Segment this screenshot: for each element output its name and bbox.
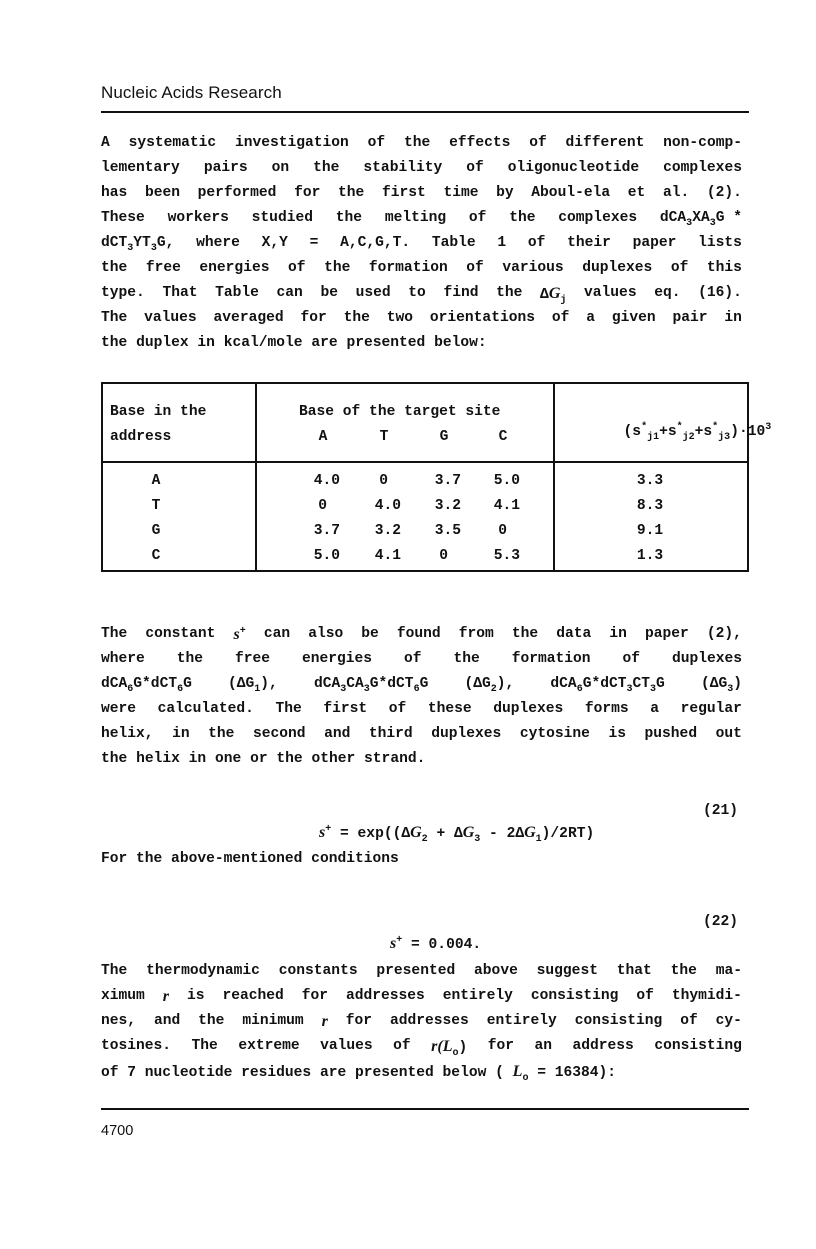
- word: ma-: [715, 963, 742, 979]
- header-sum-column: $(s^*_{j1}+s^*_{j2}+s^*_{j3})\cdot 10^3$: [623, 422, 772, 443]
- word: be: [320, 285, 338, 301]
- delta-g-3: $(\Delta G_3)$: [700, 676, 742, 695]
- word: are: [311, 335, 338, 351]
- word: in: [188, 751, 207, 767]
- word: thymidi-: [671, 988, 742, 1004]
- word: tosines.: [101, 1038, 172, 1054]
- word: lists: [698, 235, 742, 251]
- text-line: [101, 131, 742, 156]
- word: these: [427, 701, 472, 717]
- word: pair: [672, 310, 708, 326]
- word: cytosine: [519, 726, 590, 742]
- word: addresses: [345, 988, 425, 1004]
- word: paper: [632, 235, 677, 251]
- energy-value: 0: [498, 523, 507, 539]
- text-line: [101, 1034, 742, 1059]
- complex-formula: $dCA_3XA_3G$ *: [659, 210, 742, 229]
- word: above: [474, 963, 518, 979]
- header-address-line1: Base in the: [110, 404, 207, 420]
- word: the: [313, 160, 340, 176]
- word: helix: [136, 751, 180, 767]
- text-line: [101, 256, 742, 281]
- word: The: [101, 626, 128, 642]
- word: where: [196, 235, 240, 251]
- text-line: [101, 672, 742, 697]
- text-line: [101, 156, 742, 181]
- word: paper: [644, 626, 689, 642]
- text-line: [101, 697, 742, 722]
- text-line: [101, 622, 742, 647]
- energy-value: 4.0: [313, 473, 340, 489]
- word: is: [608, 726, 626, 742]
- word: That: [162, 285, 198, 301]
- text-line: [101, 231, 742, 256]
- word: investigation: [234, 135, 349, 151]
- address-base: C: [151, 548, 161, 564]
- word: effects: [449, 135, 511, 151]
- word: ximum: [101, 988, 145, 1004]
- word: third: [368, 726, 413, 742]
- word: thermodynamic: [146, 963, 260, 979]
- word: presented: [346, 335, 426, 351]
- word: for: [345, 1013, 373, 1029]
- word: A,C,G,T.: [340, 235, 411, 251]
- table-divider: [255, 384, 257, 570]
- energy-value: 5.0: [493, 473, 520, 489]
- word: Table: [431, 235, 476, 251]
- target-base-c: C: [498, 429, 508, 445]
- word: for: [300, 310, 327, 326]
- word: for: [301, 988, 329, 1004]
- text-line: [101, 722, 742, 747]
- word: from: [458, 626, 494, 642]
- word: the: [198, 1013, 225, 1029]
- word: of: [466, 160, 484, 176]
- word: (2).: [706, 185, 742, 201]
- r-symbol: r: [321, 1013, 328, 1030]
- word: entirely: [486, 1013, 557, 1029]
- word: of: [527, 235, 546, 251]
- word: address: [572, 1038, 634, 1054]
- word: of: [388, 701, 407, 717]
- word: et: [627, 185, 646, 201]
- word: consisting: [530, 988, 619, 1004]
- word: first: [381, 185, 426, 201]
- word: helix,: [101, 726, 154, 742]
- word: of: [288, 260, 306, 276]
- word: presented: [376, 963, 456, 979]
- equation-21: $s^+ = \exp((\Delta G_2 + \Delta G_3 - 2\Delta G_1)/2RT)$: [319, 824, 595, 845]
- word: lementary: [101, 160, 180, 176]
- word: the: [343, 310, 370, 326]
- word: their: [567, 235, 611, 251]
- word: extreme: [238, 1038, 300, 1054]
- header-rule: [101, 111, 749, 113]
- word: duplexes: [493, 701, 564, 717]
- word: duplexes: [582, 260, 653, 276]
- word: been: [144, 185, 180, 201]
- word: of: [636, 988, 654, 1004]
- word: constants: [278, 963, 358, 979]
- word: of: [466, 260, 484, 276]
- word: regular: [680, 701, 742, 717]
- duplex-2: $dCA_3CA_3G*dCT_6G$: [313, 676, 429, 695]
- paragraph-extremes: [101, 959, 742, 1084]
- word: the: [276, 751, 303, 767]
- target-base-a: A: [318, 429, 328, 445]
- word: kcal/mole: [223, 335, 303, 351]
- text-line: of 7 nucleotide residues are presented below ( $L_o = 16384$):: [101, 1063, 617, 1084]
- energy-value: 4.1: [374, 548, 401, 564]
- word: reached: [222, 988, 284, 1004]
- word: formation: [368, 260, 448, 276]
- word: for: [294, 185, 321, 201]
- word: averaged: [213, 310, 284, 326]
- word: (2),: [706, 626, 742, 642]
- duplex-3: $dCA_6G*dCT_3CT_3G$: [550, 676, 665, 695]
- mismatch-energy-table: [101, 382, 772, 572]
- text-line: [101, 647, 742, 672]
- text-line: For the above-mentioned conditions: [101, 851, 399, 867]
- word: nes,: [101, 1013, 137, 1029]
- word: A: [101, 135, 110, 151]
- word: stability: [363, 160, 443, 176]
- duplex-1: dCA$_6$G*dCT$_6$G: [101, 676, 192, 695]
- word: free: [145, 260, 181, 276]
- word: performed: [197, 185, 277, 201]
- word: of: [622, 651, 640, 667]
- word: data: [556, 626, 592, 642]
- word: pairs: [203, 160, 248, 176]
- word: eq.: [654, 285, 681, 301]
- target-base-t: T: [379, 429, 389, 445]
- target-base-g: G: [439, 429, 449, 445]
- word: be: [361, 626, 379, 642]
- word: Table: [215, 285, 259, 301]
- word: the: [101, 260, 128, 276]
- sum-value: 8.3: [636, 498, 664, 514]
- word: this: [706, 260, 742, 276]
- word: These: [101, 210, 145, 226]
- word: in: [609, 626, 627, 642]
- word: energies: [199, 260, 270, 276]
- word: or: [250, 751, 268, 767]
- sum-value: 9.1: [636, 523, 664, 539]
- word: the: [509, 210, 536, 226]
- word: and: [324, 726, 351, 742]
- text-line: [101, 984, 742, 1009]
- word: (16).: [698, 285, 742, 301]
- paragraph-conditions: [101, 847, 742, 872]
- r-symbol: r: [162, 988, 169, 1005]
- paragraph-constant: [101, 622, 742, 772]
- energy-value: 3.7: [434, 473, 461, 489]
- word: cy-: [715, 1013, 742, 1029]
- word: strand.: [364, 751, 426, 767]
- table-divider: [553, 384, 555, 570]
- text-line: [101, 959, 742, 984]
- address-base: A: [151, 473, 161, 489]
- word: the: [496, 285, 523, 301]
- footer-rule: [101, 1108, 749, 1110]
- word: a: [586, 310, 595, 326]
- word: the: [670, 963, 697, 979]
- energy-value: 0: [439, 548, 448, 564]
- word: the: [208, 726, 235, 742]
- word: orientations: [429, 310, 535, 326]
- word: in: [724, 310, 742, 326]
- word: has: [101, 185, 128, 201]
- equation-22-number: (22): [702, 914, 738, 930]
- delta-g-1: $(\Delta G_1)$,: [228, 676, 278, 695]
- text-line: [101, 747, 742, 772]
- energy-value: 3.7: [313, 523, 340, 539]
- word: by: [496, 185, 514, 201]
- page-number: 4700: [101, 1123, 134, 1139]
- word: type.: [101, 285, 145, 301]
- word: find: [443, 285, 479, 301]
- word: forms: [584, 701, 629, 717]
- word: of: [403, 651, 422, 667]
- word: of: [529, 135, 547, 151]
- word: second: [252, 726, 306, 742]
- header-target-site: Base of the target site: [299, 404, 501, 420]
- word: for: [487, 1038, 515, 1054]
- word: on: [271, 160, 290, 176]
- running-head: Nucleic Acids Research: [101, 83, 282, 102]
- word: in: [197, 335, 215, 351]
- word: found: [396, 626, 441, 642]
- address-base: T: [151, 498, 161, 514]
- word: the: [511, 626, 539, 642]
- paragraph-intro: [101, 131, 742, 356]
- word: constant: [145, 626, 216, 642]
- word: of: [680, 1013, 698, 1029]
- word: energies: [301, 651, 373, 667]
- word: formation: [511, 651, 591, 667]
- r-of-l0: $r(L_o)$: [431, 1038, 468, 1059]
- text-line: [101, 281, 742, 306]
- word: complexes: [663, 160, 742, 176]
- word: 1: [497, 235, 507, 251]
- word: were: [101, 701, 137, 717]
- energy-value: 5.0: [313, 548, 340, 564]
- word: The: [101, 310, 128, 326]
- word: values: [320, 1038, 373, 1054]
- word: consisting: [654, 1038, 742, 1054]
- word: given: [611, 310, 656, 326]
- word: The: [275, 701, 302, 717]
- word: various: [502, 260, 564, 276]
- word: duplexes: [671, 651, 742, 667]
- word: of: [670, 260, 689, 276]
- s-plus-symbol: s+: [233, 626, 246, 643]
- word: al.: [662, 185, 690, 201]
- word: systematic: [128, 135, 217, 151]
- word: melting: [384, 210, 447, 226]
- word: complexes: [558, 210, 638, 226]
- energy-value: 3.2: [374, 523, 401, 539]
- energy-value: 3.5: [434, 523, 461, 539]
- word: the: [453, 651, 480, 667]
- word: suggest: [536, 963, 598, 979]
- word: duplexes: [431, 726, 502, 742]
- word: The: [191, 1038, 218, 1054]
- word: The: [101, 963, 128, 979]
- delta-g-2: $(\Delta G_2)$,: [464, 676, 515, 695]
- word: of: [468, 210, 487, 226]
- word: =: [309, 235, 319, 251]
- word: pushed: [644, 726, 698, 742]
- word: is: [186, 988, 205, 1004]
- word: of: [551, 310, 570, 326]
- text-line: [101, 331, 742, 356]
- word: can: [263, 626, 291, 642]
- word: the: [324, 260, 351, 276]
- word: of: [367, 135, 386, 151]
- word: entirely: [442, 988, 513, 1004]
- word: non-comp-: [663, 135, 742, 151]
- delta-g-j: $\Delta G_j$: [540, 285, 567, 306]
- equation-21-number: (21): [702, 803, 738, 819]
- word: consisting: [574, 1013, 663, 1029]
- word: X,Y: [261, 235, 288, 251]
- word: out: [715, 726, 742, 742]
- word: values: [144, 310, 197, 326]
- header-address-line2: address: [110, 429, 172, 445]
- word: of: [393, 1038, 411, 1054]
- word: other: [311, 751, 356, 767]
- word: minimum: [242, 1013, 304, 1029]
- word: can: [276, 285, 303, 301]
- word: different: [565, 135, 645, 151]
- word: workers: [167, 210, 229, 226]
- text-line: [101, 206, 742, 231]
- word: the: [176, 651, 204, 667]
- word: also: [308, 626, 344, 642]
- word: Aboul-ela: [531, 185, 611, 201]
- text-line: [101, 181, 742, 206]
- address-base: G: [151, 523, 161, 539]
- word: that: [616, 963, 652, 979]
- text-line: [101, 306, 742, 331]
- word: oligonucleotide: [507, 160, 640, 176]
- word: studied: [251, 210, 313, 226]
- word: addresses: [389, 1013, 469, 1029]
- word: first: [323, 701, 368, 717]
- word: duplex: [136, 335, 189, 351]
- complex-formula: $dCT_3YT_3G$,: [101, 235, 175, 254]
- energy-value: 3.2: [434, 498, 461, 514]
- word: free: [234, 651, 271, 667]
- word: the: [101, 751, 128, 767]
- energy-value: 4.0: [374, 498, 401, 514]
- text-line: [101, 1009, 742, 1034]
- word: the: [335, 210, 363, 226]
- word: values: [584, 285, 637, 301]
- word: and: [153, 1013, 181, 1029]
- word: the: [403, 135, 431, 151]
- energy-value: 5.3: [493, 548, 520, 564]
- energy-value: 0: [318, 498, 327, 514]
- word: used: [355, 285, 391, 301]
- word: in: [172, 726, 190, 742]
- energy-value: 4.1: [493, 498, 520, 514]
- word: the: [338, 185, 365, 201]
- word: time: [443, 185, 479, 201]
- word: an: [534, 1038, 553, 1054]
- word: calculated.: [157, 701, 254, 717]
- word: the: [101, 335, 128, 351]
- word: where: [101, 651, 145, 667]
- sum-value: 3.3: [636, 473, 664, 489]
- word: two: [386, 310, 414, 326]
- word: below:: [434, 335, 487, 351]
- equation-22: s+ = 0.004.: [390, 935, 482, 953]
- energy-value: 0: [379, 473, 388, 489]
- sum-value: 1.3: [636, 548, 664, 564]
- word: one: [214, 751, 242, 767]
- word: a: [650, 701, 660, 717]
- word: to: [408, 285, 426, 301]
